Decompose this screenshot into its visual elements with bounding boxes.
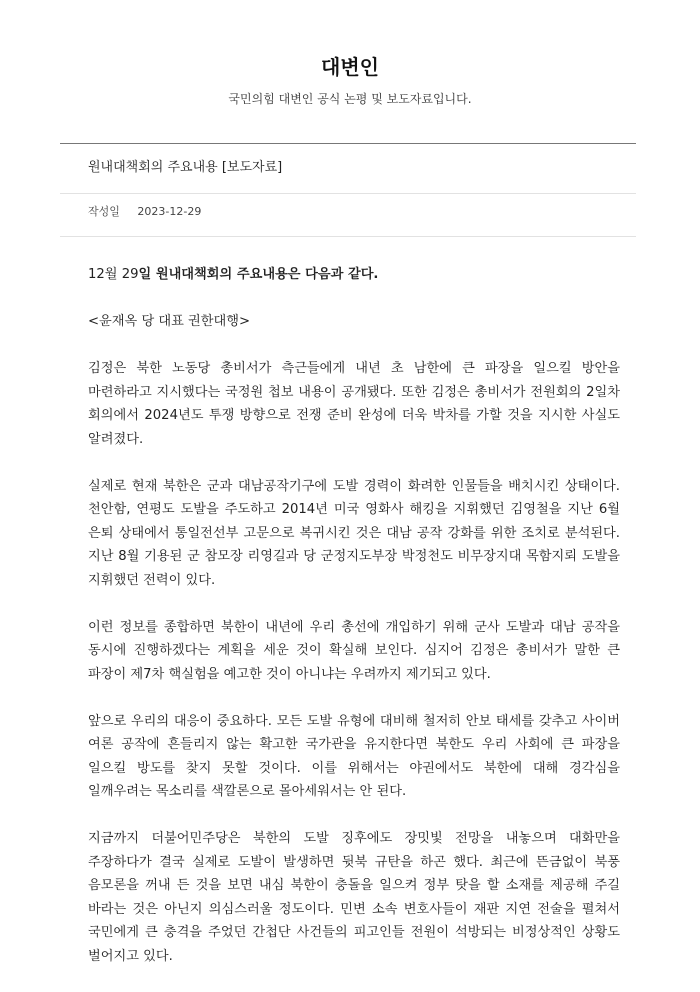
- lead-text: 일 원내대책회의 주요내용은 다음과 같다.: [138, 267, 379, 282]
- post-date: 2023-12-29: [137, 205, 202, 218]
- body-paragraph: 이런 정보를 종합하면 북한이 내년에 우리 총선에 개입하기 위해 군사 도발과 대남 공작을 동시에 진행하겠다는 계획을 세운 것이 확실해 보인다. 심지어 김정은 총비서가 말한 큰 파장이 제7차 핵실험을 예고한 것이 아니냐는 우려까지 제기되고 있다.: [88, 619, 620, 682]
- post-title: 원내대책회의 주요내용 [보도자료]: [88, 160, 283, 175]
- lead-paragraph: [88, 263, 620, 287]
- body-paragraph: 지금까지 더불어민주당은 북한의 도발 징후에도 장밋빛 전망을 내놓으며 대화만을 주장하다가 결국 실제로 도발이 발생하면 뒷북 규탄을 하곤 했다. 최근에 뜬금없이 북풍 음모론을 꺼내 든 것을 보면 내심 북한이 충돌을 일으켜 정부 탓을 할 소재를 제공해 주길 바라는 것은 아닌지 의심스러울 정도이다. 민변 소속 변호사들이 재판 지연 전술을 펼쳐서 국민에게 큰 충격을 주었던 간첩단 사건들의 피고인들 전원이 석방되는 비정상적인 상황도 벌어지고 있다.: [88, 831, 620, 964]
- title-divider: [60, 193, 636, 194]
- post-body: [88, 263, 620, 992]
- site-header: [0, 0, 700, 106]
- header-divider: [60, 143, 636, 144]
- body-paragraph: 김정은 북한 노동당 총비서가 측근들에게 내년 초 남한에 큰 파장을 일으킬 방안을 마련하라고 지시했다는 국정원 첩보 내용이 공개됐다. 또한 김정은 총비서가 전원회의 2일차 회의에서 2024년도 투쟁 방향으로 전쟁 준비 완성에 더욱 박차를 가할 것을 지시한 사실도 알려졌다.: [88, 361, 620, 447]
- site-description: 국민의힘 대변인 공식 논평 및 보도자료입니다.: [228, 92, 472, 106]
- site-title[interactable]: 대변인: [321, 55, 379, 79]
- section-heading: <윤재옥 당 대표 권한대행>: [88, 314, 251, 329]
- body-paragraph: 앞으로 우리의 대응이 중요하다. 모든 도발 유형에 대비해 철저히 안보 태세를 갖추고 사이버 여론 공작에 흔들리지 않는 확고한 국가관을 유지한다면 북한도 우리 사회에 큰 파장을 일으킬 방도를 찾지 못할 것이다. 이를 위해서는 야권에서도 북한에 대해 경각심을 일깨우려는 목소리를 색깔론으로 몰아세워서는 안 된다.: [88, 713, 620, 799]
- date-label: 작성일: [88, 205, 120, 218]
- lead-date: 12월 29: [88, 267, 139, 282]
- body-paragraph: 실제로 현재 북한은 군과 대남공작기구에 도발 경력이 화려한 인물들을 배치시킨 상태이다. 천안함, 연평도 도발을 주도하고 2014년 미국 영화사 해킹을 지휘했던 김영철을 지난 6월 은퇴 상태에서 통일전선부 고문으로 복귀시킨 것은 대남 공작 강화를 위한 조치로 분석된다. 지난 8월 기용된 군 참모장 리영길과 당 군정지도부장 박정천도 비무장지대 목함지뢰 도발을 지휘했던 전력이 있다.: [88, 478, 620, 588]
- meta-divider: [60, 236, 636, 237]
- post-meta: [88, 203, 201, 221]
